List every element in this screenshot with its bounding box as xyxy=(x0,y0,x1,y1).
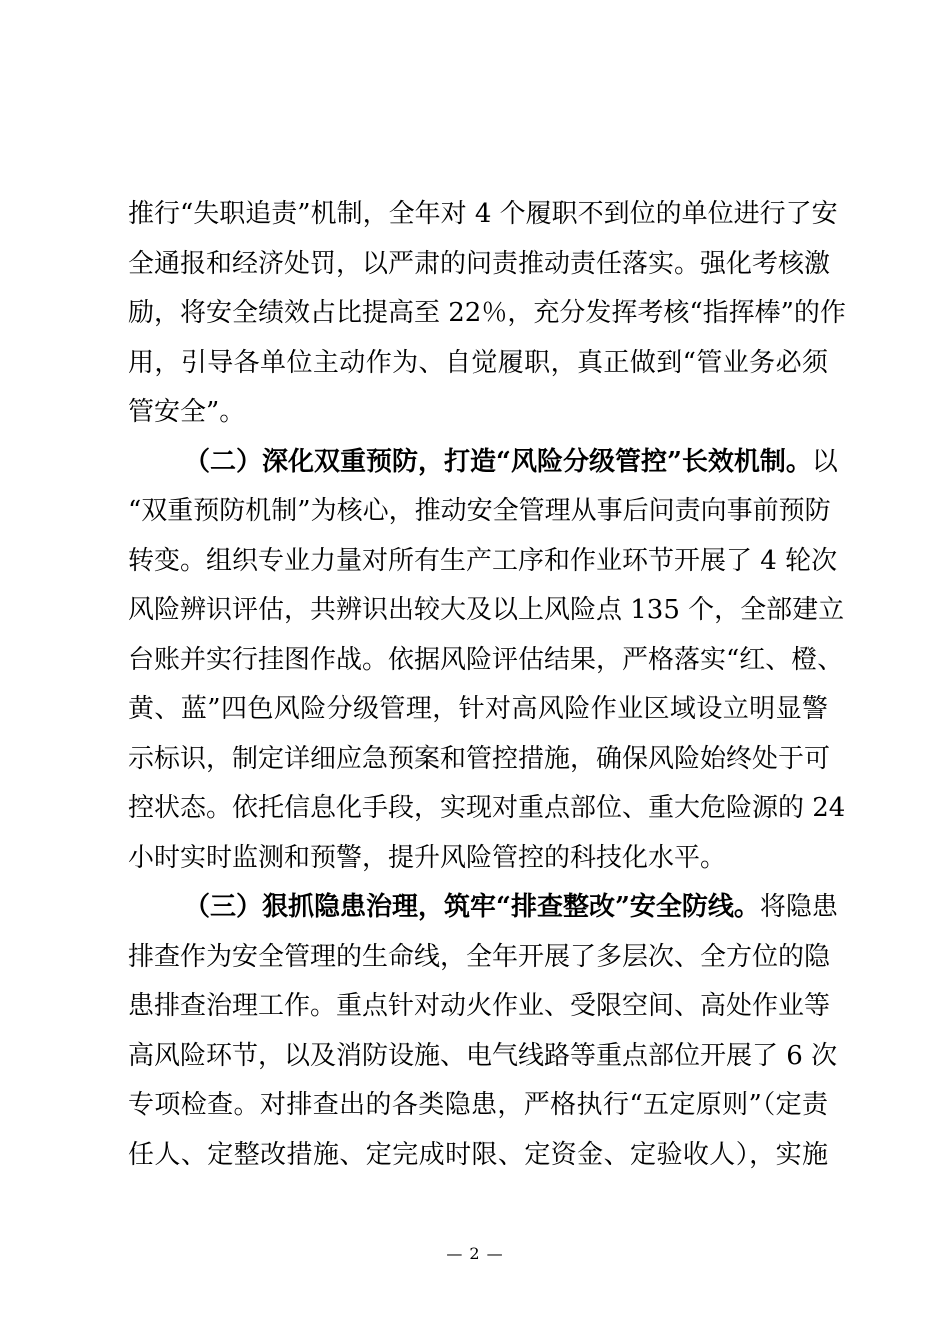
text-line: 排查作为安全管理的生命线，全年开展了多层次、全方位的隐 xyxy=(128,941,831,972)
text-line: 任人、定整改措施、定完成时限、定资金、定验收人），实施 xyxy=(128,1139,828,1170)
section-heading-line: （三）狠抓隐患治理，筑牢“排查整改”安全防线。将隐患 xyxy=(184,892,838,922)
text-line: 推行“失职追责”机制，全年对 4 个履职不到位的单位进行了安 xyxy=(128,199,838,229)
text-line: 专项检查。对排查出的各类隐患，严格执行“五定原则”（定责 xyxy=(128,1090,828,1120)
text-line: 患排查治理工作。重点针对动火作业、受限空间、高处作业等 xyxy=(128,991,831,1021)
section-heading: （二）深化双重预防，打造“风险分级管控”长效机制。 xyxy=(184,446,812,477)
text-line: 黄、蓝”四色风险分级管理，针对高风险作业区域设立明显警 xyxy=(128,694,828,724)
text-line: 小时实时监测和预警，提升风险管控的科技化水平。 xyxy=(128,842,727,873)
page-number: — 2 — xyxy=(446,1244,504,1263)
document-body xyxy=(128,190,846,1180)
section-heading-line: （二）深化双重预防，打造“风险分级管控”长效机制。以 xyxy=(184,446,838,477)
text-line: 全通报和经济处罚，以严肃的问责推动责任落实。强化考核激 xyxy=(128,248,831,279)
text-line: 用，引导各单位主动作为、自觉履职，真正做到“管业务必须 xyxy=(128,347,828,378)
section-heading: （三）狠抓隐患治理，筑牢“排查整改”安全防线。 xyxy=(184,892,760,922)
text-line: “双重预防机制”为核心，推动安全管理从事后问责向事前预防 xyxy=(128,496,831,526)
text-line: 转变。组织专业力量对所有生产工序和作业环节开展了 4 轮次 xyxy=(128,545,838,576)
text-line: 台账并实行挂图作战。依据风险评估结果，严格落实“红、橙、 xyxy=(128,644,844,675)
text-line: 示标识，制定详细应急预案和管控措施，确保风险始终处于可 xyxy=(128,743,831,774)
text-line: 励，将安全绩效占比提高至 22％，充分发挥考核“指挥棒”的作 xyxy=(128,298,846,328)
text-line: 风险辨识评估，共辨识出较大及以上风险点 135 个，全部建立 xyxy=(128,595,845,625)
text-line: 管安全”。 xyxy=(128,397,246,427)
text-line: 控状态。依托信息化手段，实现对重点部位、重大危险源的 24 xyxy=(128,793,846,823)
text-line: 高风险环节，以及消防设施、电气线路等重点部位开展了 6 次 xyxy=(128,1040,838,1071)
